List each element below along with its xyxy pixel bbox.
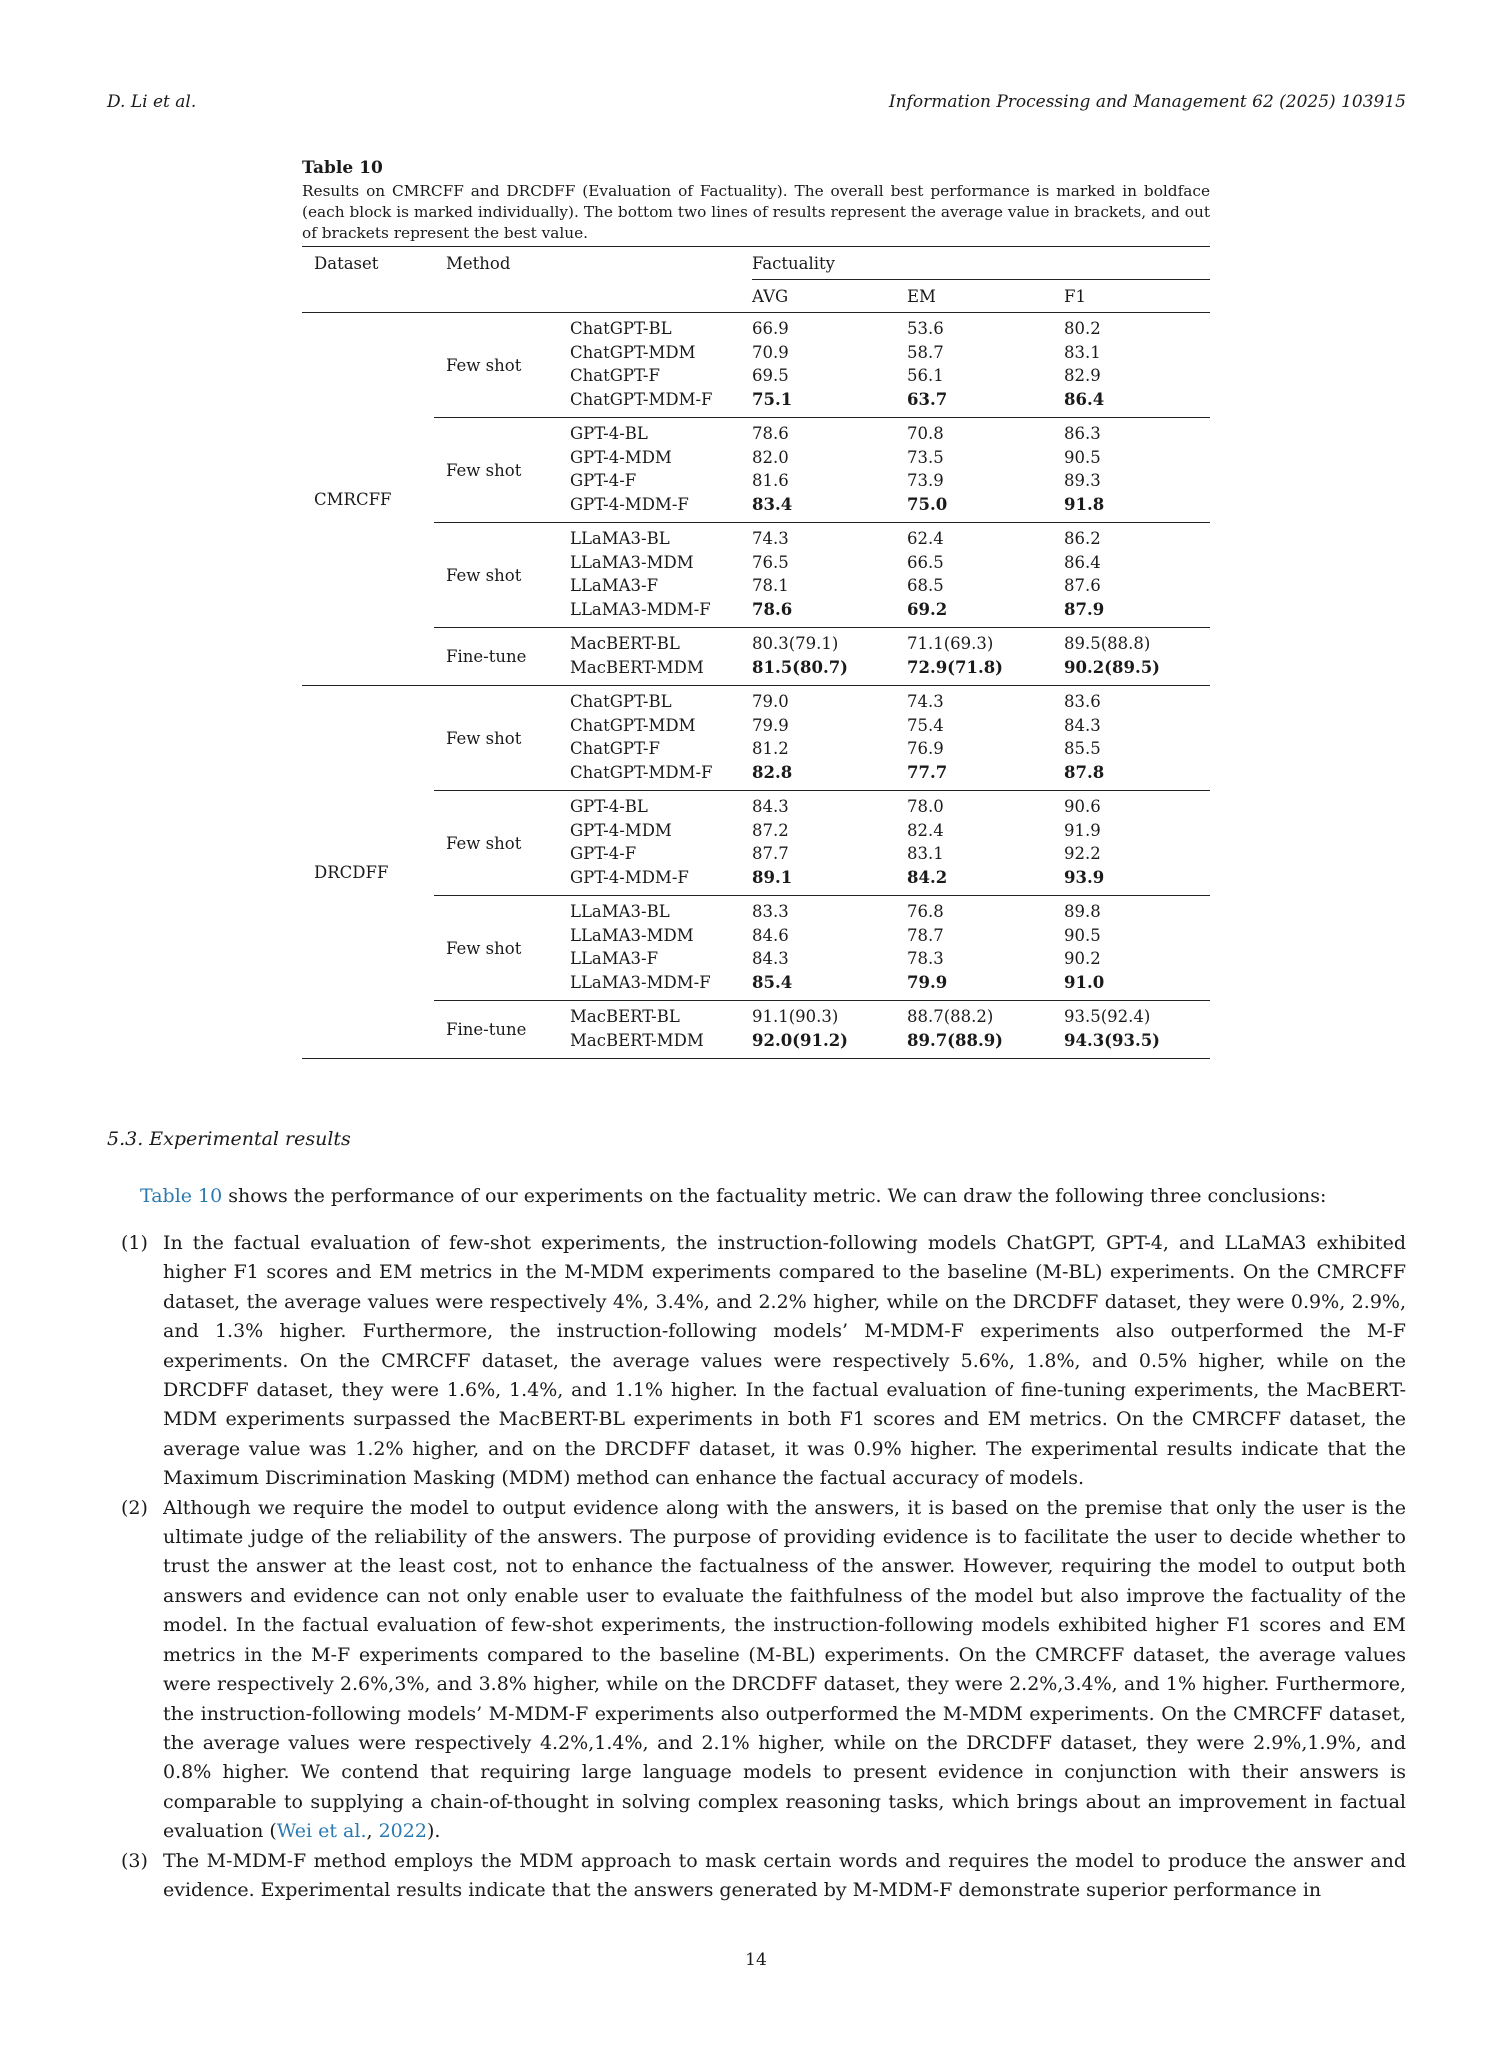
f1-value: 82.9 [1064, 366, 1101, 385]
model-name: LLaMA3-BL [570, 529, 670, 548]
list-item [107, 1494, 1406, 1847]
f1-value: 92.2 [1064, 844, 1101, 863]
f1-value: 93.5(92.4) [1064, 1007, 1151, 1026]
avg-value: 78.1 [752, 576, 789, 595]
avg-value: 70.9 [752, 342, 789, 362]
dataset-name-cell: DRCDFF [302, 686, 434, 1059]
avg-value: 78.6 [752, 424, 789, 443]
em-value: 72.9(71.8) [907, 657, 1003, 677]
conclusions-list [107, 1229, 1406, 1905]
avg-value: 75.1 [752, 389, 793, 409]
f1-value: 84.3 [1064, 715, 1101, 735]
method-cell: Few shot [434, 313, 570, 418]
avg-value: 76.5 [752, 552, 789, 572]
avg-value: 81.2 [752, 739, 789, 758]
model-name: LLaMA3-F [570, 949, 659, 968]
f1-value: 86.4 [1064, 389, 1105, 409]
model-name: GPT-4-MDM-F [570, 494, 689, 514]
model-name: LLaMA3-BL [570, 902, 670, 921]
avg-value: 83.4 [752, 494, 793, 514]
section-heading: 5.3. Experimental results [107, 1128, 351, 1150]
avg-value: 69.5 [752, 366, 789, 385]
avg-value: 81.5(80.7) [752, 657, 848, 677]
f1-value: 86.4 [1064, 552, 1101, 572]
em-value: 66.5 [907, 552, 944, 572]
f1-value: 86.3 [1064, 424, 1101, 443]
table-reference-link[interactable]: Table 10 [140, 1185, 223, 1207]
model-name: LLaMA3-F [570, 576, 659, 595]
avg-value: 79.0 [752, 692, 789, 711]
citation-year-link[interactable]: 2022 [378, 1820, 427, 1843]
method-cell: Few shot [434, 686, 570, 791]
model-name: GPT-4-F [570, 471, 637, 490]
avg-value: 91.1(90.3) [752, 1007, 839, 1026]
table-block-row [302, 418, 1210, 523]
method-cell: Few shot [434, 418, 570, 523]
model-name: MacBERT-BL [570, 634, 680, 653]
model-name: ChatGPT-BL [570, 692, 672, 711]
avg-value: 84.6 [752, 925, 789, 945]
em-value: 73.5 [907, 447, 944, 467]
avg-value: 83.3 [752, 902, 789, 921]
em-value: 68.5 [907, 576, 944, 595]
col-header-factuality: Factuality [752, 247, 1210, 280]
em-value: 69.2 [907, 599, 948, 619]
citation-tail: ). [426, 1820, 441, 1843]
method-cell: Fine-tune [434, 1001, 570, 1059]
avg-value: 87.7 [752, 844, 789, 863]
f1-value: 90.5 [1064, 447, 1101, 467]
list-item-text: Although we require the model to output evidence along with the answers, it is based on the premise that only the user is the ultimate judge of the reliability of the answers. The purpose of providing evidence is to facilitate the user to decide whether to trust the answer at the least cost, not to enhance the factualness of the answer. However, requiring the model to output both answers and evidence can not only enable user to evaluate the faithfulness of the model but also improve the factuality of the model. In the factual evaluation of few-shot experiments, the instruction-following models exhibited higher F1 scores and EM metrics in the M-F experiments compared to the baseline (M-BL) experiments. On the CMRCFF dataset, the average values were respectively 2.6%,3%, and 3.8% higher, while on the DRCDFF dataset, they were 2.2%,3.4%, and 1% higher. Furthermore, the instruction-following models’ M-MDM-F experiments also outperformed the M-MDM experiments. On the CMRCFF dataset, the average values were respectively 4.2%,1.4%, and 2.1% higher, while on the DRCDFF dataset, they were 2.9%,1.9%, and 0.8% higher. We contend that requiring large language models to present evidence in conjunction with their answers is comparable to supplying a chain-of-thought in solving complex reasoning tasks, which brings about an improvement in factual evaluation ( [163, 1496, 1406, 1843]
model-name: LLaMA3-MDM-F [570, 972, 711, 992]
em-value: 70.8 [907, 424, 944, 443]
table-caption: Results on CMRCFF and DRCDFF (Evaluation of Factuality). The overall best performance is marked in boldface (each block is marked individually). The bottom two lines of results represent the average value in brackets, and out of brackets represent the best value. [302, 182, 1210, 242]
em-value: 84.2 [907, 867, 948, 887]
model-name: GPT-4-MDM-F [570, 867, 689, 887]
em-value: 76.9 [907, 739, 944, 758]
em-value: 89.7(88.9) [907, 1030, 1003, 1050]
f1-value: 91.9 [1064, 820, 1101, 840]
em-value: 88.7(88.2) [907, 1007, 994, 1026]
em-value: 62.4 [907, 529, 944, 548]
running-header-authors: D. Li et al. [107, 92, 197, 112]
em-value: 56.1 [907, 366, 944, 385]
method-cell: Few shot [434, 791, 570, 896]
f1-value: 93.9 [1064, 867, 1105, 887]
f1-value: 91.8 [1064, 494, 1105, 514]
col-header-avg: AVG [752, 286, 789, 306]
model-name: GPT-4-BL [570, 797, 648, 816]
f1-value: 85.5 [1064, 739, 1101, 758]
model-name: GPT-4-MDM [570, 820, 672, 840]
f1-value: 89.5(88.8) [1064, 634, 1151, 653]
f1-value: 86.2 [1064, 529, 1101, 548]
avg-value: 84.3 [752, 797, 789, 816]
model-name: ChatGPT-F [570, 366, 660, 385]
em-value: 74.3 [907, 692, 944, 711]
citation-author-link[interactable]: Wei et al. [276, 1820, 367, 1843]
intro-text: shows the performance of our experiments on the factuality metric. We can draw the following three conclusions: [222, 1185, 1327, 1207]
model-name: ChatGPT-MDM [570, 715, 696, 735]
method-cell: Fine-tune [434, 628, 570, 686]
em-value: 75.4 [907, 715, 944, 735]
intro-paragraph [140, 1182, 1406, 1212]
em-value: 73.9 [907, 471, 944, 490]
table-block-row [302, 791, 1210, 896]
model-name: GPT-4-MDM [570, 447, 672, 467]
model-name: LLaMA3-MDM-F [570, 599, 711, 619]
list-item-number: (2) [121, 1496, 148, 1519]
em-value: 77.7 [907, 762, 948, 782]
f1-value: 89.8 [1064, 902, 1101, 921]
page-number: 14 [745, 1950, 767, 1970]
table-block-row [302, 313, 1210, 418]
list-item [107, 1229, 1406, 1494]
avg-value: 84.3 [752, 949, 789, 968]
model-name: ChatGPT-F [570, 739, 660, 758]
table-block-row [302, 628, 1210, 686]
avg-value: 82.8 [752, 762, 793, 782]
model-name: ChatGPT-MDM [570, 342, 696, 362]
method-cell: Few shot [434, 523, 570, 628]
f1-value: 90.2 [1064, 949, 1101, 968]
f1-value: 87.9 [1064, 599, 1105, 619]
em-value: 76.8 [907, 902, 944, 921]
list-item [107, 1847, 1406, 1906]
col-header-dataset: Dataset [314, 253, 379, 273]
f1-value: 80.2 [1064, 319, 1101, 338]
model-name: ChatGPT-MDM-F [570, 389, 713, 409]
f1-value: 83.1 [1064, 342, 1101, 362]
list-item-number: (1) [121, 1232, 148, 1254]
model-name: GPT-4-BL [570, 424, 648, 443]
model-name: ChatGPT-BL [570, 319, 672, 338]
dataset-name-cell: CMRCFF [302, 313, 434, 686]
em-value: 83.1 [907, 844, 944, 863]
avg-value: 78.6 [752, 599, 793, 619]
table-block-row [302, 1001, 1210, 1059]
avg-value: 79.9 [752, 715, 789, 735]
table-10 [302, 158, 1210, 1059]
running-header-journal: Information Processing and Management 62 (2025) 103915 [888, 92, 1406, 112]
avg-value: 92.0(91.2) [752, 1030, 848, 1050]
results-table [302, 246, 1210, 1059]
table-label: Table 10 [302, 158, 383, 178]
em-value: 79.9 [907, 972, 948, 992]
table-block-row [302, 523, 1210, 628]
f1-value: 87.6 [1064, 576, 1101, 595]
em-value: 63.7 [907, 389, 948, 409]
f1-value: 90.2(89.5) [1064, 657, 1160, 677]
em-value: 53.6 [907, 319, 944, 338]
avg-value: 89.1 [752, 867, 793, 887]
avg-value: 74.3 [752, 529, 789, 548]
model-name: LLaMA3-MDM [570, 925, 694, 945]
model-name: MacBERT-MDM [570, 657, 704, 677]
f1-value: 90.6 [1064, 797, 1101, 816]
col-header-f1: F1 [1064, 286, 1086, 306]
em-value: 75.0 [907, 494, 948, 514]
avg-value: 66.9 [752, 319, 789, 338]
avg-value: 80.3(79.1) [752, 634, 839, 653]
f1-value: 89.3 [1064, 471, 1101, 490]
citation-separator: , [366, 1820, 379, 1843]
list-item-text: The M-MDM-F method employs the MDM approach to mask certain words and requires the model to produce the answer and evidence. Experimental results indicate that the answers generated by M-MDM-F demonstrate superior performance in [163, 1849, 1406, 1901]
list-item-number: (3) [121, 1849, 148, 1872]
em-value: 78.0 [907, 797, 944, 816]
f1-value: 91.0 [1064, 972, 1105, 992]
f1-value: 83.6 [1064, 692, 1101, 711]
f1-value: 94.3(93.5) [1064, 1030, 1160, 1050]
avg-value: 81.6 [752, 471, 789, 490]
table-block-row [302, 896, 1210, 1001]
model-name: ChatGPT-MDM-F [570, 762, 713, 782]
model-name: LLaMA3-MDM [570, 552, 694, 572]
table-block-row [302, 686, 1210, 791]
em-value: 58.7 [907, 342, 944, 362]
avg-value: 85.4 [752, 972, 793, 992]
model-name: GPT-4-F [570, 844, 637, 863]
em-value: 82.4 [907, 820, 944, 840]
em-value: 71.1(69.3) [907, 634, 994, 653]
col-header-em: EM [907, 286, 936, 306]
model-name: MacBERT-BL [570, 1007, 680, 1026]
col-header-method: Method [446, 253, 511, 273]
method-cell: Few shot [434, 896, 570, 1001]
em-value: 78.7 [907, 925, 944, 945]
list-item-text: In the factual evaluation of few-shot experiments, the instruction-following models ChatGPT, GPT-4, and LLaMA3 exhibited higher F1 scores and EM metrics in the M-MDM experiments compared to the baseline (M-BL) experiments. On the CMRCFF dataset, the average values were respectively 4%, 3.4%, and 2.2% higher, while on the DRCDFF dataset, they were 0.9%, 2.9%, and 1.3% higher. Furthermore, the instruction-following models’ M-MDM-F experiments also outperformed the M-F experiments. On the CMRCFF dataset, the average values were respectively 5.6%, 1.8%, and 0.5% higher, while on the DRCDFF dataset, they were 1.6%, 1.4%, and 1.1% higher. In the factual evaluation of fine-tuning experiments, the MacBERT-MDM experiments surpassed the MacBERT-BL experiments in both F1 scores and EM metrics. On the CMRCFF dataset, the average value was 1.2% higher, and on the DRCDFF dataset, it was 0.9% higher. The experimental results indicate that the Maximum Discrimination Masking (MDM) method can enhance the factual accuracy of models. [163, 1232, 1406, 1490]
avg-value: 87.2 [752, 820, 789, 840]
f1-value: 90.5 [1064, 925, 1101, 945]
f1-value: 87.8 [1064, 762, 1105, 782]
model-name: MacBERT-MDM [570, 1030, 704, 1050]
em-value: 78.3 [907, 949, 944, 968]
avg-value: 82.0 [752, 447, 789, 467]
